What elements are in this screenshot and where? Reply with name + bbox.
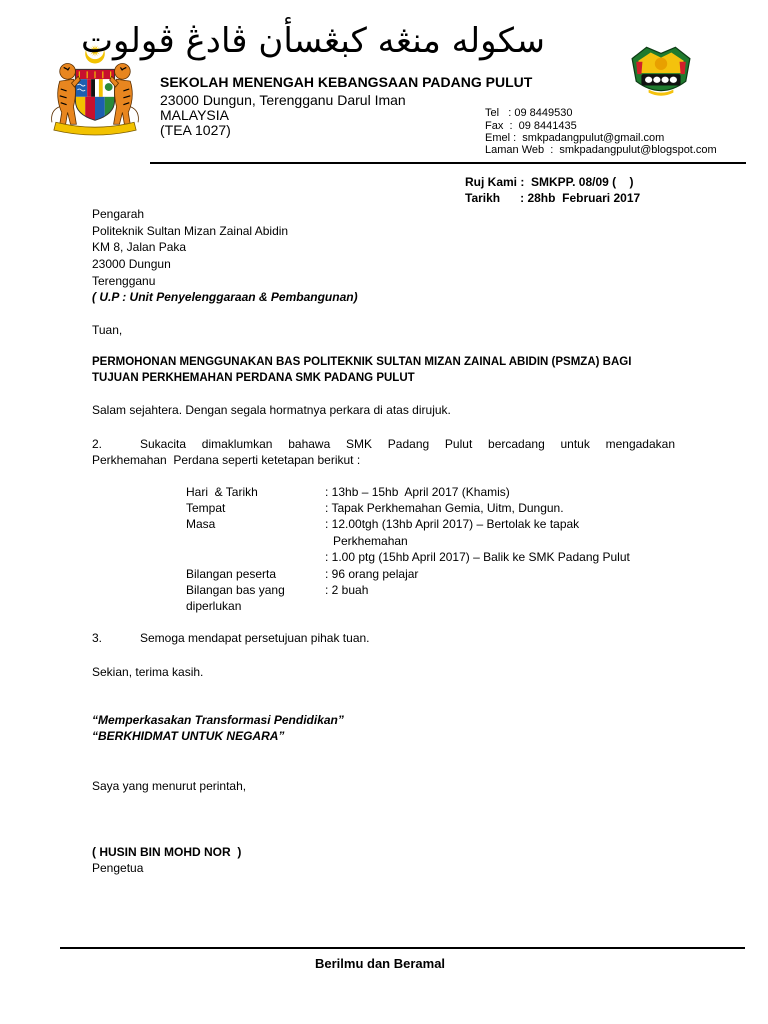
opening-sentence: Salam sejahtera. Dengan segala hormatnya perkara di atas dirujuk. [92, 403, 451, 417]
school-code: (TEA 1027) [160, 122, 231, 138]
paragraph-number: 3. [92, 631, 103, 645]
signatory-title: Pengetua [92, 861, 144, 875]
subject-line: TUJUAN PERKHEMAHAN PERDANA SMK PADANG PULUT [92, 372, 415, 384]
detail-value-continued: Perkhemahan [333, 534, 408, 548]
detail-label-continued: diperlukan [186, 599, 242, 613]
contact-tel: Tel : 09 8449530 [485, 107, 573, 119]
school-address-line: 23000 Dungun, Terengganu Darul Iman [160, 92, 406, 108]
paragraph-text: Sukacita dimaklumkan bahawa SMK Padang Pulut bercadang untuk mengadakan [140, 437, 675, 451]
detail-label: Tempat [186, 501, 226, 515]
contact-fax: Fax : 09 8441435 [485, 120, 577, 132]
recipient-line: KM 8, Jalan Paka [92, 240, 187, 254]
paragraph-text: Perkhemahan Perdana seperti ketetapan berikut : [92, 453, 361, 467]
contact-website: Laman Web : smkpadangpulut@blogspot.com [485, 144, 717, 156]
letter-date: Tarikh : 28hb Februari 2017 [465, 191, 641, 205]
motto-line: “Memperkasakan Transformasi Pendidikan” [92, 713, 344, 727]
header-divider [150, 162, 746, 164]
detail-value: : 13hb – 15hb April 2017 (Khamis) [325, 485, 510, 499]
paragraph-number: 2. [92, 437, 103, 451]
recipient-line: Politeknik Sultan Mizan Zainal Abidin [92, 224, 289, 238]
reference-number: Ruj Kami : SMKPP. 08/09 ( ) [465, 175, 634, 189]
footer-slogan: Berilmu dan Beramal [315, 956, 446, 971]
detail-label: Hari & Tarikh [186, 485, 258, 499]
detail-label: Bilangan bas yang [186, 583, 285, 597]
paragraph-text: Semoga mendapat persetujuan pihak tuan. [140, 631, 370, 645]
detail-label: Bilangan peserta [186, 567, 277, 581]
contact-email: Emel : smkpadangpulut@gmail.com [485, 132, 665, 144]
motto-line: “BERKHIDMAT UNTUK NEGARA” [92, 729, 285, 743]
detail-value: : 96 orang pelajar [325, 567, 419, 581]
closing-line: Sekian, terima kasih. [92, 665, 204, 679]
recipient-line: Terengganu [92, 274, 156, 288]
detail-value: : Tapak Perkhemahan Gemia, Uitm, Dungun. [325, 501, 564, 515]
salutation: Tuan, [92, 323, 123, 337]
school-name: SEKOLAH MENENGAH KEBANGSAAN PADANG PULUT [160, 74, 533, 90]
detail-value: : 2 buah [325, 583, 369, 597]
detail-value: : 12.00tgh (13hb April 2017) – Bertolak ke tapak [325, 517, 580, 531]
footer-divider [60, 947, 745, 949]
subject-line: PERMOHONAN MENGGUNAKAN BAS POLITEKNIK SULTAN MIZAN ZAINAL ABIDIN (PSMZA) BAGI [92, 356, 632, 368]
detail-value: : 1.00 ptg (15hb April 2017) – Balik ke SMK Padang Pulut [325, 550, 630, 564]
school-country: MALAYSIA [160, 107, 229, 123]
sign-off: Saya yang menurut perintah, [92, 779, 247, 793]
school-badge-logo [628, 42, 694, 100]
signatory-name: ( HUSIN BIN MOHD NOR ) [92, 845, 242, 859]
jawi-school-title: سکوله منڠه کبڠسأن ڤادڠ ڤولوت [80, 21, 545, 61]
recipient-line: Pengarah [92, 207, 145, 221]
recipient-attention: ( U.P : Unit Penyelenggaraan & Pembangunan) [92, 290, 358, 304]
recipient-line: 23000 Dungun [92, 257, 171, 271]
detail-label: Masa [186, 517, 216, 531]
